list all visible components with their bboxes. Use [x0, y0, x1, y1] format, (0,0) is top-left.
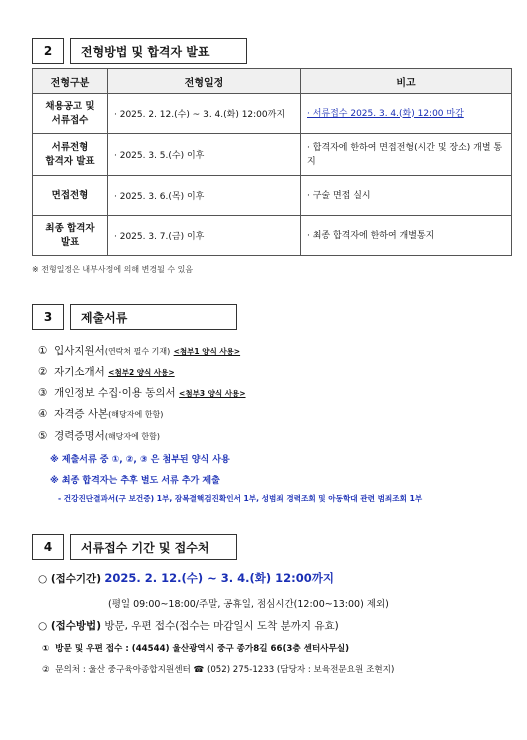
column-header: 전형구분 [33, 69, 108, 94]
table-row [33, 94, 512, 134]
section-number: 4 [32, 534, 64, 560]
table-cell [301, 94, 512, 134]
table-cell: · 2025. 2. 12.(수) ~ 3. 4.(화) 12:00까지 [108, 94, 301, 134]
table-cell: 채용공고 및 서류접수 [33, 94, 108, 134]
deadline-link[interactable]: · 서류접수 2025. 3. 4.(화) 12:00 마감 [307, 108, 464, 119]
section-number: 3 [32, 304, 64, 330]
table-cell: 면접전형 [33, 176, 108, 216]
section-title: 제출서류 [70, 304, 237, 330]
schedule-note: ※ 전형일정은 내부사정에 의해 변경될 수 있음 [32, 265, 194, 274]
table-cell: · 합격자에 한하여 면접전형(시간 및 장소) 개별 통지 [301, 134, 512, 176]
table-header-row [33, 69, 512, 94]
doc-item: ③ 개인정보 수집·이용 동의서 <첨부3 양식 사용> [38, 387, 246, 399]
doc-item: ② 자기소개서 <첨부2 양식 사용> [38, 366, 175, 378]
column-header: 비고 [301, 69, 512, 94]
docs-note: - 건강진단결과서(구 보건증) 1부, 잠복결핵검진확인서 1부, 성범죄 경력조회 및 아동학대 관련 범죄조회 1부 [58, 494, 423, 503]
column-header: 전형일정 [108, 69, 301, 94]
table-cell: · 구술 면접 실시 [301, 176, 512, 216]
table-row [33, 134, 512, 176]
section-title: 서류접수 기간 및 접수처 [70, 534, 237, 560]
table-cell: 최종 합격자 발표 [33, 216, 108, 256]
schedule-table [32, 68, 512, 256]
section-3-header [32, 304, 237, 330]
section-4-header [32, 534, 237, 560]
docs-note: ※ 최종 합격자는 추후 별도 서류 추가 제출 [50, 476, 220, 486]
doc-item: ① 입사지원서(연락처 필수 기재) <첨부1 양식 사용> [38, 345, 241, 357]
table-cell: 서류전형 합격자 발표 [33, 134, 108, 176]
table-cell: · 최종 합격자에 한하여 개별통지 [301, 216, 512, 256]
address-item: ① 방문 및 우편 접수 : (44544) 울산광역시 중구 종가8길 66(3층 센터사무실) [42, 644, 350, 654]
section-title: 전형방법 및 합격자 발표 [70, 38, 247, 64]
table-cell: · 2025. 3. 5.(수) 이후 [108, 134, 301, 176]
contact-item: ② 문의처 : 울산 중구육아종합지원센터 ☎ (052) 275-1233 (담당자 : 보육전문요원 조현지) [42, 665, 395, 675]
docs-note: ※ 제출서류 중 ①, ②, ③ 은 첨부된 양식 사용 [50, 455, 230, 465]
doc-item: ④ 자격증 사본(해당자에 한함) [38, 408, 164, 420]
doc-item: ⑤ 경력증명서(해당자에 한함) [38, 430, 160, 442]
table-row [33, 216, 512, 256]
table-cell: · 2025. 3. 7.(금) 이후 [108, 216, 301, 256]
table-cell: · 2025. 3. 6.(목) 이후 [108, 176, 301, 216]
period-hours: (평일 09:00~18:00/주말, 공휴일, 점심시간(12:00~13:00) 제외) [108, 599, 389, 610]
section-2-header [32, 38, 247, 64]
section-number: 2 [32, 38, 64, 64]
method-row: ○ (접수방법) 방문, 우편 접수(접수는 마감일시 도착 분까지 유효) [38, 620, 339, 632]
period-row: ○ (접수기간) 2025. 2. 12.(수) ~ 3. 4.(화) 12:00까지 [38, 571, 334, 585]
table-row [33, 176, 512, 216]
